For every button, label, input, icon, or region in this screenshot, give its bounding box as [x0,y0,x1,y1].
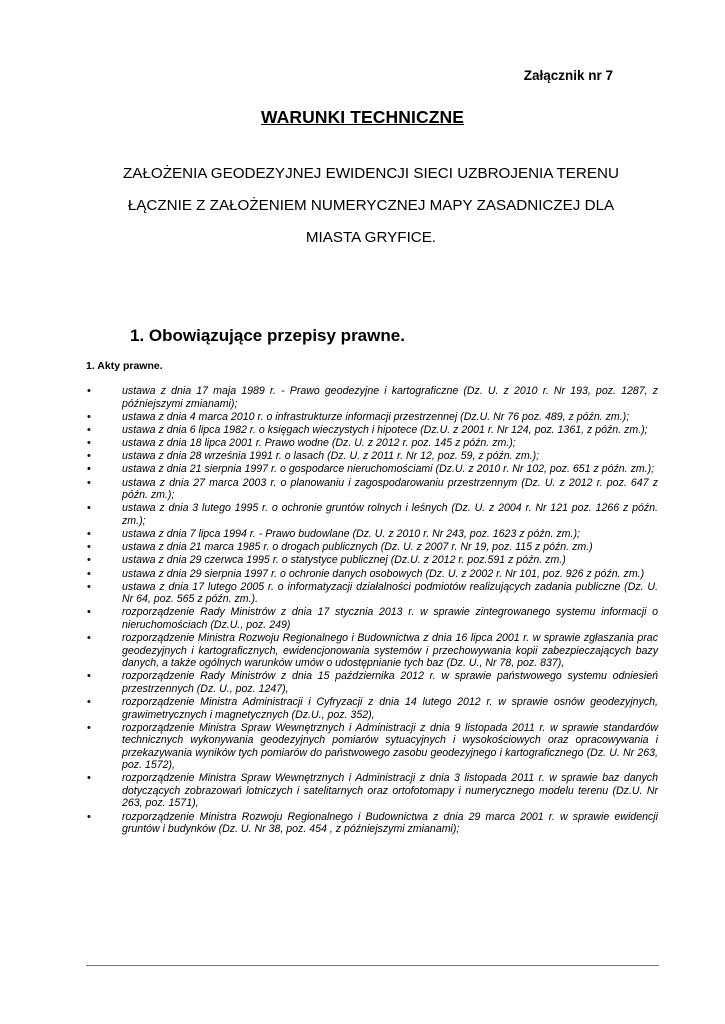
list-item [86,581,658,606]
list-item [86,424,658,437]
bullet-icon: • [87,772,91,785]
bullet-icon: • [87,606,91,619]
bullet-icon: • [87,632,91,645]
list-item-text: ustawa z dnia 27 marca 2003 r. o planowaniu i zagospodarowaniu przestrzennym (Dz. U. z 2012 r. poz. 647 z późn. zm.); [122,476,658,502]
list-item [86,437,658,450]
list-item-text: ustawa z dnia 21 marca 1985 r. o drogach publicznych (Dz. U. z 2007 r. Nr 19, poz. 115 z późn. zm.) [122,541,593,554]
list-item-text: rozporządzenie Ministra Rozwoju Regionalnego i Budownictwa z dnia 29 marca 2001 r. w sprawie ewidencji gruntów i budynków (Dz. U. Nr 38, poz. 454 , z późniejszymi zmianami); [122,810,658,836]
list-item [86,696,658,721]
bullet-icon: • [87,721,91,734]
section-heading: 1. Obowiązujące przepisy prawne. [130,326,405,345]
legal-acts-list [86,385,658,836]
list-item [86,411,658,424]
list-item-text: rozporządzenie Ministra Administracji i Cyfryzacji z dnia 14 lutego 2012 r. w sprawie osnów geodezyjnych, grawimetrycznych i magnetycznych (Dz.U., poz. 352), [122,696,658,721]
bullet-icon: • [87,580,91,593]
list-item [86,554,658,567]
bullet-icon: • [87,810,91,823]
bullet-icon: • [87,528,91,540]
list-item [86,385,658,410]
document-title: WARUNKI TECHNICZNE [260,107,465,127]
list-item [86,811,658,836]
footer-divider [86,965,659,966]
bullet-icon: • [87,696,91,708]
list-item-text: rozporządzenie Rady Ministrów z dnia 15 października 2012 r. w sprawie państwowego systemu odniesień przestrzennych (Dz. U., poz. 1247), [122,670,658,695]
list-item-text: rozporządzenie Ministra Spraw Wewnętrznych i Administracji z dnia 9 listopada 2011 r. w sprawie standardów technicznych wykonywania geodezyjnych pomiarów sytuacyjnych i wysokościowych oraz opracowywania i przekazywania wyników tych pomiarów do państwowego zasobu geodezyjnego i kartograficznego (Dz. U. Nr 263, poz. 1572), [122,721,658,772]
list-item [86,772,658,810]
list-item [86,670,658,695]
list-item [86,528,658,541]
list-item [86,606,658,631]
list-item-text: ustawa z dnia 17 maja 1989 r. - Prawo geodezyjne i kartograficzne (Dz. U. z 2010 r. Nr 193, poz. 1287, z późniejszymi zmianami); [122,385,658,410]
list-item-text: ustawa z dnia 21 sierpnia 1997 r. o gospodarce nieruchomościami (Dz.U. z 2010 r. Nr 102, poz. 651 z późn. zm.); [122,463,655,476]
bullet-icon: • [87,423,91,436]
list-item-text: rozporządzenie Ministra Rozwoju Regionalnego i Budownictwa z dnia 16 lipca 2001 r. w sprawie zgłaszania prac geodezyjnych i kartograficznych, ewidencjonowania systemów i przechowywania kopii zabezpieczających bazy danych, a także ogólnych warunków umów o udostępnianie tych baz (Dz. U., Nr 78, poz. 837), [122,632,658,670]
list-item [86,477,658,502]
list-item-text: rozporządzenie Ministra Spraw Wewnętrznych i Administracji z dnia 3 listopada 2011 r. w sprawie baz danych dotyczących zobrazowań lotniczych i satelitarnych oraz ortofotomapy i numerycznego modelu terenu (Dz.U. Nr 263, poz. 1571), [122,772,658,810]
list-item-text: ustawa z dnia 7 lipca 1994 r. - Prawo budowlane (Dz. U. z 2010 r. Nr 243, poz. 1623 z późn. zm.); [122,528,580,540]
list-item [86,450,658,463]
list-item-text: rozporządzenie Rady Ministrów z dnia 17 stycznia 2013 r. w sprawie zintegrowanego systemu informacji o nieruchomościach (Dz.U., poz. 249) [122,606,658,631]
list-item-text: ustawa z dnia 29 czerwca 1995 r. o statystyce publicznej (Dz.U. z 2012 r. poz.591 z późn. zm.) [122,554,566,567]
subtitle-line: ZAŁOŻENIA GEODEZYJNEJ EWIDENCJI SIECI UZBROJENIA TERENU [123,165,619,182]
bullet-icon: • [87,385,91,397]
bullet-icon: • [87,670,91,683]
list-item [86,632,658,670]
annex-label: Załącznik nr 7 [523,68,613,83]
bullet-icon: • [87,502,91,515]
bullet-icon: • [87,554,91,567]
list-item [86,722,658,772]
bullet-icon: • [87,476,91,489]
list-item [86,541,658,554]
list-item-text: ustawa z dnia 4 marca 2010 r. o infrastrukturze informacji przestrzennej (Dz.U. Nr 76 poz. 489, z późn. zm.); [122,410,630,423]
list-item [86,463,658,476]
document-subtitle [88,158,654,254]
bullet-icon: • [87,541,91,554]
list-item-text: ustawa z dnia 29 sierpnia 1997 r. o ochronie danych osobowych (Dz. U. z 2002 r. Nr 101, poz. 926 z późn. zm.) [122,567,645,580]
bullet-icon: • [87,450,91,463]
list-item [86,502,658,527]
subsection-heading: 1. Akty prawne. [86,360,163,372]
bullet-icon: • [87,567,91,580]
list-item-text: ustawa z dnia 3 lutego 1995 r. o ochronie gruntów rolnych i leśnych (Dz. U. z 2004 r. Nr 121 poz. 1266 z późn. zm.); [122,502,658,527]
subtitle-line: MIASTA GRYFICE. [305,229,437,246]
list-item [86,568,658,581]
bullet-icon: • [87,463,91,476]
list-item-text: ustawa z dnia 6 lipca 1982 r. o księgach wieczystych i hipotece (Dz.U. z 2001 r. Nr 124, poz. 1361, z późn. zm.); [122,423,648,436]
list-item-text: ustawa z dnia 28 września 1991 r. o lasach (Dz. U. z 2011 r. Nr 12, poz. 59, z późn. zm.); [122,450,540,463]
subtitle-line: ŁĄCZNIE Z ZAŁOŻENIEM NUMERYCZNEJ MAPY ZASADNICZEJ DLA [127,197,615,214]
bullet-icon: • [87,410,91,423]
list-item-text: ustawa z dnia 17 lutego 2005 r. o informatyzacji działalności podmiotów realizujących zadania publiczne (Dz. U. Nr 64, poz. 565 z późn. zm.). [122,580,658,606]
bullet-icon: • [87,437,91,450]
list-item-text: ustawa z dnia 18 lipca 2001 r. Prawo wodne (Dz. U. z 2012 r. poz. 145 z późn. zm.); [122,437,516,450]
